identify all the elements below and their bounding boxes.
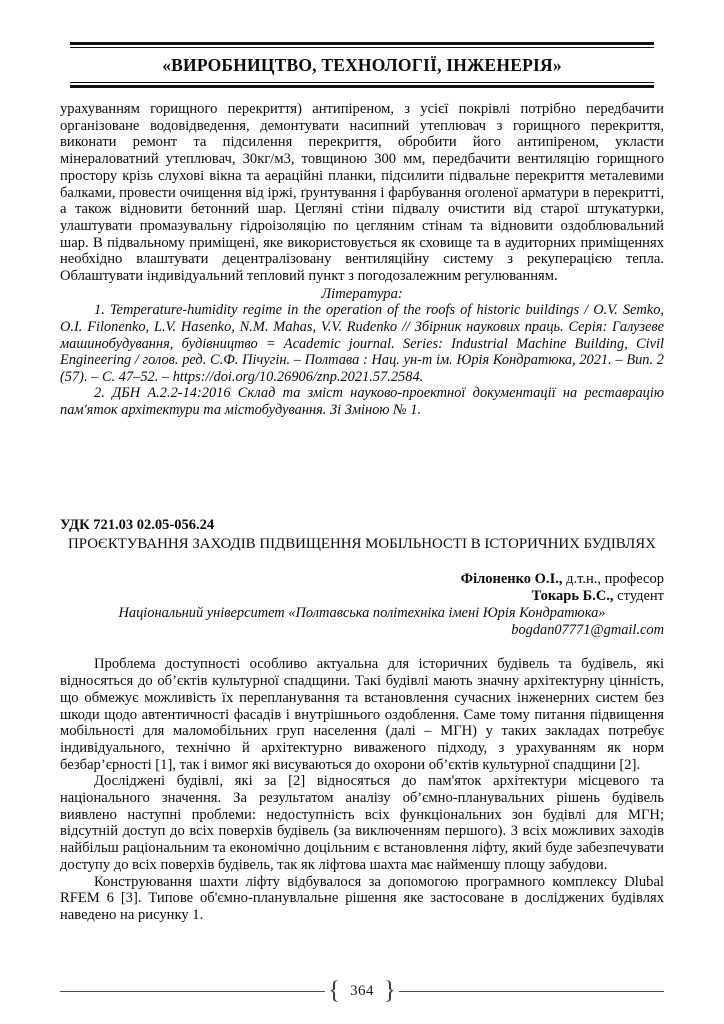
running-header <box>60 42 664 88</box>
article-body <box>60 656 664 923</box>
author-email: bogdan07771@gmail.com <box>511 622 664 639</box>
author-name: Філоненко О.І., <box>460 570 563 587</box>
author-block <box>60 571 664 605</box>
continued-paragraph: урахуванням горищного перекриття) антипіреном, з усієї покрівлі потрібно передбачити організоване водовідведення, демонтувати насипний утеплювач з горищного перекриття, виконати ремонт та підсилення перекриття, обробити його антипіреном, укласти мінераловатний утеплювач, 30кг/м3, товщиною 300 мм, передбачити вентиляцію горищного простору крізь слухові вікна та аераційні планки, підсилити підвальне перекриття металевими балками, провести очищення від іржі, ґрунтування і фарбування оголеної арматури в перекритті, а також відновити бетонний шар. Цегляні стіни підвалу очистити від старої штукатурки, улаштувати промазувальну гідроізоляцію по цегляним стінам та відновити оздоблювальний шар. В підвальному приміщені, яке використовується як сховище та в аудиторних приміщеннях необхідно влаштувати децентралізовану вентиляційну систему з рекуперацією тепла. Облаштувати індивідуальний тепловий пункт з погодозалежним регулюванням. <box>60 101 664 285</box>
footer-rule-left <box>60 991 325 992</box>
running-header-title: «ВИРОБНИЦТВО, ТЕХНОЛОГІЇ, ІНЖЕНЕРІЯ» <box>162 55 562 75</box>
body-paragraph: Проблема доступності особливо актуальна для історичних будівель та будівель, які відносяться до об’єктів культурної спадщини. Такі будівлі мають значну архітектурну цінність, що обмежує можливість їх перепланування та встановлення сучасних інженерних систем без шкоди щодо автентичності фасадів і внутрішнього оздоблення. Саме тому питання підвищення мобільності для маломобільних груп населення (далі – МГН) у таких закладах потребує індивідуального, технічно й архітектурно виваженого підходу, з урахуванням як норм безбар’єрності [1], так і вимог які висуваються до охорони об’єктів культурної спадщини [2]. <box>60 656 664 773</box>
footer-rule-right <box>399 991 664 992</box>
brace-right-icon: } <box>383 976 396 1004</box>
header-rule-bottom <box>70 82 654 88</box>
author-name: Токарь Б.С., <box>531 587 614 604</box>
author-role: студент <box>613 587 664 604</box>
author-line <box>60 571 664 588</box>
reference-item: 1. Temperature-humidity regime in the operation of the roofs of historic buildings / O.V. Semko, O.I. Filonenko, L.V. Hasenko, N.M. Mahas, V.V. Rudenko // Збірник наукових праць. Серія: Галузеве машинобудування, будівництво = Academic journal. Series: Industrial Machine Building, Civil Engineering / голов. ред. С.Ф. Пічугін. – Полтава : Нац. ун-т ім. Юрія Кондратюка, 2021. – Вип. 2 (57). – С. 47–52. – https://doi.org/10.26906/znp.2021.57.2584. <box>60 302 664 385</box>
udc-code: УДК 721.03 02.05-056.24 <box>60 516 215 533</box>
body-paragraph: Досліджені будівлі, які за [2] відносяться до пам'яток архітектури місцевого та національного значення. За результатом аналізу об’ємно-планувальних рішень будівель виявлено наступні проблеми: недоступність всіх функціональних зон будівлі для МГН; відсутній доступ до всіх поверхів будівель (за виключенням першого). З всіх можливих заходів найбільш раціональним та економічно доцільним є встановлення ліфту, який буде забезпечувати доступу до всіх поверхів будівель, так як ліфтова шахта має найменшу площу забудови. <box>60 773 664 873</box>
body-paragraph: Конструювання шахти ліфту відбувалося за допомогою програмного комплексу Dlubal RFEM 6 [3]. Типове об'ємно-планувлальне рішення яке застосоване в досліджених будівлях наведено на рисунку 1. <box>60 873 664 923</box>
reference-item: 2. ДБН А.2.2-14:2016 Склад та зміст науково-проектної документації на реставрацію пам'яток архітектури та містобудування. Зі Зміною № 1. <box>60 385 664 418</box>
brace-left-icon: { <box>328 976 341 1004</box>
author-role: д.т.н., професор <box>562 570 664 587</box>
page-title: ПРОЄКТУВАННЯ ЗАХОДІВ ПІДВИЩЕННЯ МОБІЛЬНОСТІ В ІСТОРИЧНИХ БУДІВЛЯХ <box>68 535 656 552</box>
article-header <box>60 517 664 640</box>
page-number: 364 <box>350 982 374 999</box>
page-footer <box>60 976 664 1006</box>
author-line <box>60 588 664 605</box>
affiliation: Національний університет «Полтавська політехніка імені Юрія Кондратюка» <box>118 605 606 621</box>
references-heading: Література: <box>321 285 403 302</box>
continued-text-block <box>60 101 664 285</box>
references-section <box>60 286 664 419</box>
